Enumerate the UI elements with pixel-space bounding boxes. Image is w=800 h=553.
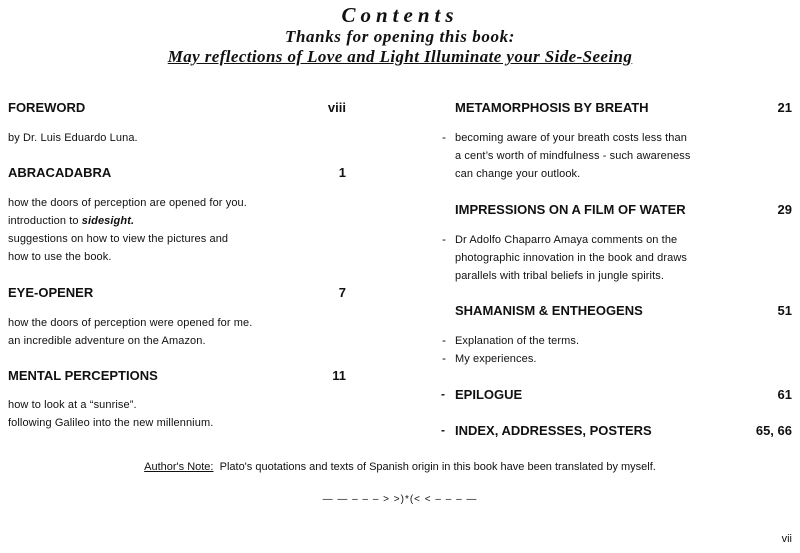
authors-note-label: Author's Note: xyxy=(144,461,214,473)
toc-page-epilogue: 61 xyxy=(777,387,792,402)
page-number: vii xyxy=(781,533,792,545)
description-line: becoming aware of your breath costs less than xyxy=(455,132,687,144)
description-line: how the doors of perception are opened for you. xyxy=(8,197,247,209)
toc-page-impressions-on-a-film-of-water: 29 xyxy=(777,202,792,217)
description-line: suggestions on how to view the pictures and xyxy=(8,233,229,245)
description-line: a cent’s worth of mindfulness - such awareness xyxy=(455,150,691,162)
abracadabra-description xyxy=(8,194,247,266)
mental-perceptions-description xyxy=(8,396,213,432)
description-line: following Galileo into the new millennium. xyxy=(8,417,214,429)
sidesight-term: sidesight. xyxy=(81,215,135,227)
toc-page-index-addresses-posters: 65, 66 xyxy=(755,423,792,438)
description-line: by Dr. Luis Eduardo Luna. xyxy=(8,132,138,144)
decorative-ornament: — — – – – > >)*(< < – – – — xyxy=(322,494,478,505)
description-line: Explanation of the terms. xyxy=(455,335,580,347)
toc-entry-epilogue[interactable]: EPILOGUE xyxy=(455,387,523,402)
toc-page-abracadabra: 1 xyxy=(338,165,346,180)
foreword-description xyxy=(8,129,138,147)
page-motto: May reflections of Love and Light Illuminate your Side-Seeing xyxy=(167,47,633,66)
toc-entry-impressions-on-a-film-of-water[interactable]: IMPRESSIONS ON A FILM OF WATER xyxy=(455,202,686,217)
toc-entry-index-addresses-posters[interactable]: INDEX, ADDRESSES, POSTERS xyxy=(455,423,652,438)
toc-entry-shamanism-and-entheogens[interactable]: SHAMANISM & ENTHEOGENS xyxy=(455,303,643,318)
authors-note-text: Plato's quotations and texts of Spanish origin in this book have been translated by myself. xyxy=(219,461,656,473)
toc-entry-mental-perceptions[interactable]: MENTAL PERCEPTIONS xyxy=(8,368,158,383)
description-line: photographic innovation in the book and draws xyxy=(455,252,687,264)
toc-page-shamanism-and-entheogens: 51 xyxy=(777,303,792,318)
toc-entry-foreword[interactable]: FOREWORD xyxy=(8,100,86,115)
impressions-description xyxy=(455,231,687,285)
description-line: can change your outlook. xyxy=(455,168,581,180)
description-line: Dr Adolfo Chaparro Amaya comments on the xyxy=(455,234,678,246)
dash-marker: - xyxy=(442,351,446,365)
dash-marker: - xyxy=(441,423,445,437)
dash-marker: - xyxy=(442,333,446,347)
toc-page-eye-opener: 7 xyxy=(338,285,346,300)
description-text: introduction to xyxy=(8,215,82,227)
toc-entry-metamorphosis-by-breath[interactable]: METAMORPHOSIS BY BREATH xyxy=(455,100,649,115)
description-line xyxy=(8,212,247,230)
description-line: an incredible adventure on the Amazon. xyxy=(8,335,206,347)
toc-entry-eye-opener[interactable]: EYE-OPENER xyxy=(8,285,94,300)
page-subtitle: Thanks for opening this book: xyxy=(285,27,515,46)
page-title: Contents xyxy=(341,3,459,27)
description-line: how to look at a “sunrise”. xyxy=(8,399,137,411)
toc-page-foreword: viii xyxy=(327,100,346,115)
authors-note xyxy=(0,461,800,473)
dash-marker: - xyxy=(441,387,445,401)
dash-marker: - xyxy=(442,130,446,144)
metamorphosis-description xyxy=(455,129,691,183)
toc-page-metamorphosis-by-breath: 21 xyxy=(777,100,792,115)
toc-page-mental-perceptions: 11 xyxy=(332,368,346,383)
description-line: how to use the book. xyxy=(8,251,112,263)
description-line: how the doors of perception were opened for me. xyxy=(8,317,253,329)
page-header xyxy=(0,4,800,67)
eye-opener-description xyxy=(8,314,252,350)
description-line: My experiences. xyxy=(455,353,537,365)
toc-entry-abracadabra[interactable]: ABRACADABRA xyxy=(8,165,112,180)
shamanism-description xyxy=(455,332,579,368)
dash-marker: - xyxy=(442,232,446,246)
description-line: parallels with tribal beliefs in jungle spirits. xyxy=(455,270,665,282)
